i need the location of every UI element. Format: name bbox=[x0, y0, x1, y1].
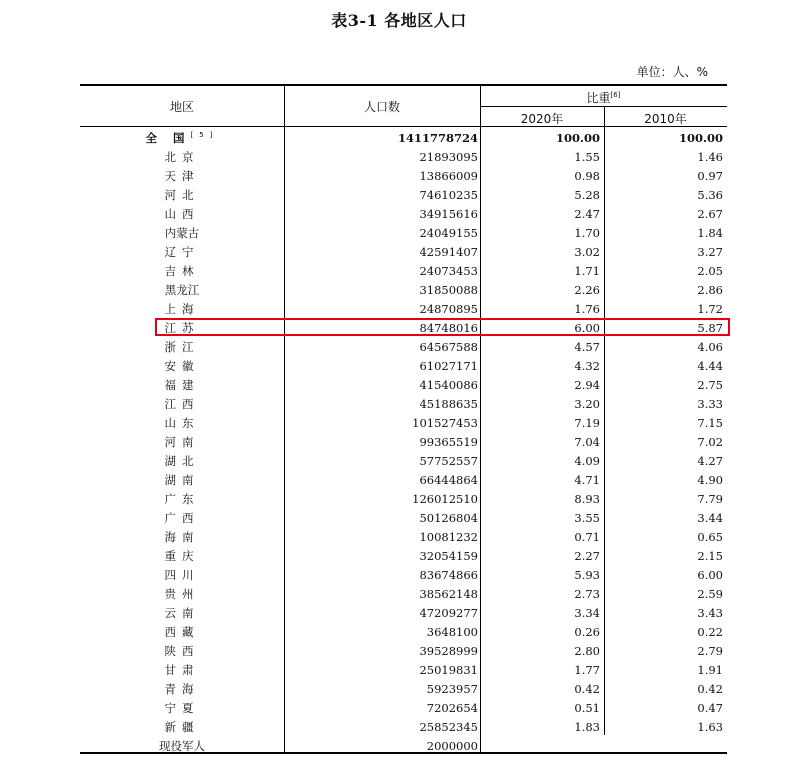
region-name: 安徽 bbox=[164, 359, 200, 373]
table-row bbox=[80, 300, 727, 319]
population-value: 41540086 bbox=[419, 378, 478, 392]
share-2020-value: 4.71 bbox=[574, 473, 600, 487]
share-2020-value: 6.00 bbox=[574, 321, 600, 335]
population-value: 7202654 bbox=[426, 701, 478, 715]
region-name: 吉林 bbox=[164, 264, 200, 278]
region-name: 宁夏 bbox=[164, 701, 200, 715]
region-name: 北京 bbox=[164, 150, 200, 164]
share-2020-value: 100.00 bbox=[555, 131, 600, 145]
table-row bbox=[80, 528, 727, 547]
population-value: 66444864 bbox=[419, 473, 478, 487]
region-name: 贵州 bbox=[164, 587, 200, 601]
share-2010-value: 0.65 bbox=[697, 530, 723, 544]
share-2010-value: 0.42 bbox=[697, 682, 723, 696]
share-2010-value: 3.44 bbox=[697, 511, 723, 525]
population-value: 39528999 bbox=[419, 644, 478, 658]
share-2020-value: 5.28 bbox=[574, 188, 600, 202]
share-2010-value: 100.00 bbox=[678, 131, 723, 145]
share-2020-value: 0.71 bbox=[574, 530, 600, 544]
region-name: 河北 bbox=[164, 188, 200, 202]
population-value: 31850088 bbox=[419, 283, 478, 297]
share-2010-value: 4.44 bbox=[697, 359, 723, 373]
share-2020-value: 3.02 bbox=[574, 245, 600, 259]
region-name: 全 国[5] bbox=[145, 131, 219, 145]
region-name: 西藏 bbox=[164, 625, 200, 639]
region-name: 青海 bbox=[164, 682, 200, 696]
header-population: 人口数 bbox=[363, 100, 400, 114]
share-2020-value: 1.71 bbox=[574, 264, 600, 278]
table-row bbox=[80, 205, 727, 224]
region-name: 上海 bbox=[164, 302, 200, 316]
population-value: 2000000 bbox=[426, 739, 478, 753]
share-2020-value: 2.80 bbox=[574, 644, 600, 658]
region-name: 内蒙古 bbox=[164, 226, 200, 240]
table-row bbox=[80, 509, 727, 528]
population-value: 10081232 bbox=[419, 530, 478, 544]
table-row bbox=[80, 376, 727, 395]
population-value: 25019831 bbox=[419, 663, 478, 677]
table-row bbox=[80, 661, 727, 680]
region-name: 辽宁 bbox=[164, 245, 200, 259]
highlight-box bbox=[155, 318, 730, 336]
population-value: 21893095 bbox=[419, 150, 478, 164]
table-row bbox=[80, 547, 727, 566]
table-row bbox=[80, 148, 727, 167]
share-2020-value bbox=[480, 737, 600, 756]
share-2010-value: 7.79 bbox=[697, 492, 723, 506]
header-2020: 2020年 bbox=[520, 112, 564, 126]
population-value: 50126804 bbox=[419, 511, 478, 525]
region-name: 福建 bbox=[164, 378, 200, 392]
region-name: 现役军人 bbox=[159, 739, 205, 753]
share-2020-value: 1.55 bbox=[574, 150, 600, 164]
share-2020-value: 3.55 bbox=[574, 511, 600, 525]
share-2020-value: 1.76 bbox=[574, 302, 600, 316]
share-2020-value: 1.83 bbox=[574, 720, 600, 734]
table-row bbox=[80, 281, 727, 300]
share-2010-value: 2.79 bbox=[697, 644, 723, 658]
share-2010-value: 3.27 bbox=[697, 245, 723, 259]
share-2020-value: 0.98 bbox=[574, 169, 600, 183]
population-value: 24049155 bbox=[419, 226, 478, 240]
share-2020-value: 2.73 bbox=[574, 587, 600, 601]
share-2020-value: 2.47 bbox=[574, 207, 600, 221]
share-2010-value: 7.02 bbox=[697, 435, 723, 449]
population-value: 24870895 bbox=[419, 302, 478, 316]
share-2010-value: 1.91 bbox=[697, 663, 723, 677]
share-2020-value: 4.32 bbox=[574, 359, 600, 373]
share-2020-value: 4.09 bbox=[574, 454, 600, 468]
region-name: 黑龙江 bbox=[164, 283, 200, 297]
share-2010-value: 1.72 bbox=[697, 302, 723, 316]
population-value: 34915616 bbox=[419, 207, 478, 221]
share-2010-value: 0.22 bbox=[697, 625, 723, 639]
population-value: 13866009 bbox=[419, 169, 478, 183]
share-2020-value: 3.20 bbox=[574, 397, 600, 411]
region-name: 广西 bbox=[164, 511, 200, 525]
share-2010-value: 2.86 bbox=[697, 283, 723, 297]
population-value: 83674866 bbox=[419, 568, 478, 582]
share-2010-value: 0.47 bbox=[697, 701, 723, 715]
population-value: 64567588 bbox=[419, 340, 478, 354]
region-name: 湖北 bbox=[164, 454, 200, 468]
share-2010-value: 4.06 bbox=[697, 340, 723, 354]
header-share: 比重[6] bbox=[586, 91, 621, 105]
table-row bbox=[80, 680, 727, 699]
table-row bbox=[80, 224, 727, 243]
share-2010-value: 1.63 bbox=[697, 720, 723, 734]
share-2010-value: 5.87 bbox=[697, 321, 723, 335]
table-row-total bbox=[80, 129, 727, 148]
population-value: 42591407 bbox=[419, 245, 478, 259]
share-2020-value: 0.26 bbox=[574, 625, 600, 639]
table-row bbox=[80, 186, 727, 205]
table-row bbox=[80, 243, 727, 262]
population-value: 38562148 bbox=[419, 587, 478, 601]
share-2010-value: 1.46 bbox=[697, 150, 723, 164]
region-name: 山西 bbox=[164, 207, 200, 221]
header-2010: 2010年 bbox=[644, 112, 687, 126]
share-2020-value: 1.77 bbox=[574, 663, 600, 677]
share-2010-value: 0.97 bbox=[697, 169, 723, 183]
region-name: 云南 bbox=[164, 606, 200, 620]
share-2020-value: 5.93 bbox=[574, 568, 600, 582]
share-2020-value: 7.19 bbox=[574, 416, 600, 430]
population-value: 1411778724 bbox=[397, 131, 478, 145]
region-name: 四川 bbox=[164, 568, 200, 582]
region-name: 江苏 bbox=[164, 321, 200, 335]
table-row bbox=[80, 433, 727, 452]
region-name: 重庆 bbox=[164, 549, 200, 563]
table-row bbox=[80, 623, 727, 642]
share-2020-value: 3.34 bbox=[574, 606, 600, 620]
table-row bbox=[80, 737, 727, 756]
population-value: 84748016 bbox=[419, 321, 478, 335]
share-2020-value: 7.04 bbox=[574, 435, 600, 449]
table-row bbox=[80, 395, 727, 414]
share-footnote: [6] bbox=[610, 91, 621, 99]
share-2010-value: 2.15 bbox=[697, 549, 723, 563]
table-row bbox=[80, 471, 727, 490]
share-2020-value: 0.42 bbox=[574, 682, 600, 696]
table-row bbox=[80, 566, 727, 585]
table-row bbox=[80, 585, 727, 604]
table-row bbox=[80, 604, 727, 623]
share-2020-value: 2.94 bbox=[574, 378, 600, 392]
share-2010-value: 2.75 bbox=[697, 378, 723, 392]
region-name: 新疆 bbox=[164, 720, 200, 734]
table-row bbox=[80, 338, 727, 357]
share-2010-value: 4.90 bbox=[697, 473, 723, 487]
header-region: 地区 bbox=[169, 100, 194, 114]
region-name: 山东 bbox=[164, 416, 200, 430]
share-2010-value: 3.43 bbox=[697, 606, 723, 620]
population-value: 61027171 bbox=[419, 359, 478, 373]
region-name: 广东 bbox=[164, 492, 200, 506]
population-value: 57752557 bbox=[419, 454, 478, 468]
share-2010-value: 2.05 bbox=[697, 264, 723, 278]
table-row bbox=[80, 357, 727, 376]
table-row bbox=[80, 262, 727, 281]
share-2020-value: 4.57 bbox=[574, 340, 600, 354]
share-2020-value: 2.26 bbox=[574, 283, 600, 297]
share-2020-value: 1.70 bbox=[574, 226, 600, 240]
table-row bbox=[80, 414, 727, 433]
population-value: 74610235 bbox=[419, 188, 478, 202]
share-2010-value: 3.33 bbox=[697, 397, 723, 411]
unit-label: 单位：人、% bbox=[636, 65, 708, 79]
region-name: 江西 bbox=[164, 397, 200, 411]
share-2020-value: 8.93 bbox=[574, 492, 600, 506]
population-value: 45188635 bbox=[419, 397, 478, 411]
population-value: 3648100 bbox=[426, 625, 478, 639]
region-name: 浙江 bbox=[164, 340, 200, 354]
population-value: 32054159 bbox=[419, 549, 478, 563]
share-2020-value: 2.27 bbox=[574, 549, 600, 563]
share-2010-value: 6.00 bbox=[697, 568, 723, 582]
region-name: 河南 bbox=[164, 435, 200, 449]
share-2010-value: 1.84 bbox=[697, 226, 723, 240]
region-name: 海南 bbox=[164, 530, 200, 544]
share-2010-value: 2.67 bbox=[697, 207, 723, 221]
table-row bbox=[80, 452, 727, 471]
population-value: 5923957 bbox=[426, 682, 478, 696]
table-row bbox=[80, 699, 727, 718]
table-row bbox=[80, 718, 727, 737]
region-name: 天津 bbox=[164, 169, 200, 183]
table-row bbox=[80, 642, 727, 661]
population-value: 101527453 bbox=[412, 416, 478, 430]
region-name: 湖南 bbox=[164, 473, 200, 487]
share-2010-value: 2.59 bbox=[697, 587, 723, 601]
share-2020-value: 0.51 bbox=[574, 701, 600, 715]
population-value: 47209277 bbox=[419, 606, 478, 620]
table-row bbox=[80, 490, 727, 509]
region-name: 甘肃 bbox=[164, 663, 200, 677]
share-2010-value: 7.15 bbox=[697, 416, 723, 430]
population-value: 126012510 bbox=[412, 492, 478, 506]
region-name: 陕西 bbox=[164, 644, 200, 658]
share-2010-value: 4.27 bbox=[697, 454, 723, 468]
share-2010-value bbox=[604, 737, 723, 756]
population-value: 99365519 bbox=[419, 435, 478, 449]
table-row bbox=[80, 167, 727, 186]
population-value: 24073453 bbox=[419, 264, 478, 278]
table-title: 表3-1 各地区人口 bbox=[331, 11, 467, 30]
table-top-rule bbox=[80, 84, 727, 86]
population-value: 25852345 bbox=[419, 720, 478, 734]
share-2010-value: 5.36 bbox=[697, 188, 723, 202]
